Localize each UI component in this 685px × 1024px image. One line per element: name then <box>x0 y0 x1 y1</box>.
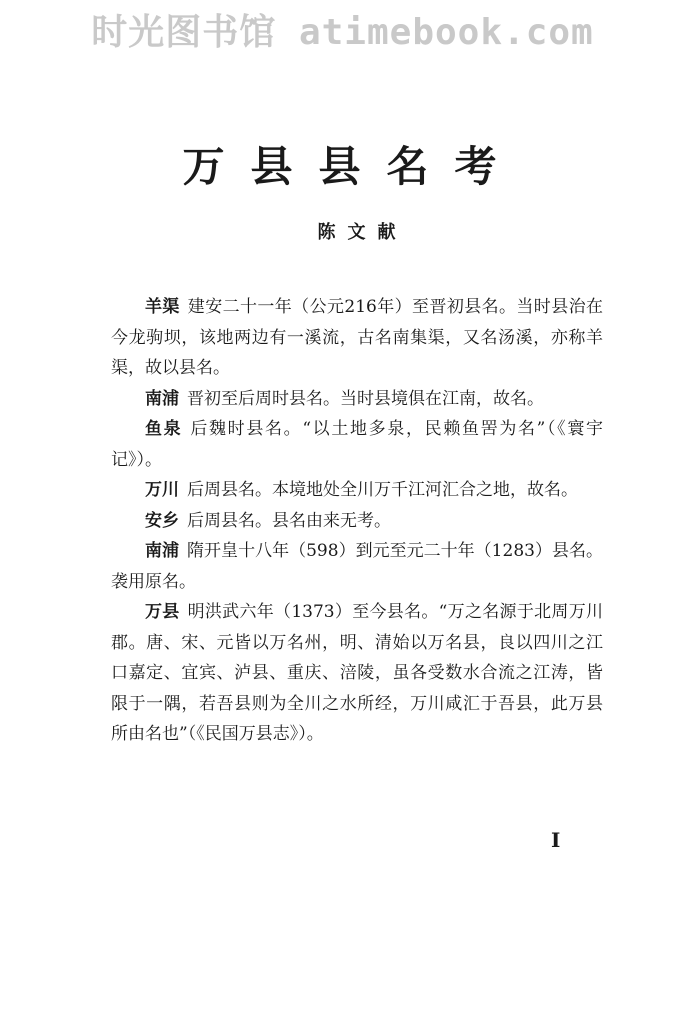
entry-text: 隋开皇十八年（598）到元至元二十年（1283）县名。袭用原名。 <box>111 541 603 592</box>
article-body <box>111 292 603 750</box>
entry-yuquan <box>111 414 603 475</box>
entry-text: 后周县名。本境地处全川万千江河汇合之地，故名。 <box>187 480 578 500</box>
entry-term: 羊渠 <box>145 297 180 317</box>
entry-term: 鱼泉 <box>145 419 183 439</box>
entry-nanpu-sui <box>111 536 603 597</box>
entry-text: 后周县名。县名由来无考。 <box>187 510 391 531</box>
page-number: I <box>551 828 561 852</box>
entry-anxiang <box>111 506 603 537</box>
entry-term: 万县 <box>145 602 180 622</box>
entry-text: 后魏时县名。“以土地多泉，民赖鱼罟为名”（《寰宇记》）。 <box>111 419 604 470</box>
watermark-text: 时光图书馆 atimebook.com <box>91 12 594 53</box>
entry-term: 安乡 <box>145 510 179 531</box>
entry-wanxian <box>111 597 603 750</box>
entry-yangqu <box>111 292 603 384</box>
author-name: 陈文献 <box>317 222 408 243</box>
entry-nanpu-jin <box>111 384 603 415</box>
entry-text: 晋初至后周时县名。当时县境俱在江南，故名。 <box>187 388 544 409</box>
entry-text: 明洪武六年（1373）至今县名。“万之名源于北周万川郡。唐、宋、元皆以万名州，明、清始以万名县，良以四川之江口嘉定、宜宾、泸县、重庆、涪陵，虽各受数水合流之江涛，皆限于一隅，若吾县则为全川之水所经，万川咸汇于吾县，此万县所由名也”（《民国万县志》）。 <box>111 602 603 744</box>
entry-text: 建安二十一年（公元216年）至晋初县名。当时县治在今龙驹坝，该地两边有一溪流，古名南集渠，又名汤溪，亦称羊渠，故以县名。 <box>111 297 603 378</box>
entry-term: 南浦 <box>145 541 180 561</box>
entry-wanchuan <box>111 475 603 506</box>
page-title: 万县县名考 <box>182 142 523 191</box>
entry-term: 南浦 <box>145 388 179 409</box>
entry-term: 万川 <box>145 480 179 500</box>
